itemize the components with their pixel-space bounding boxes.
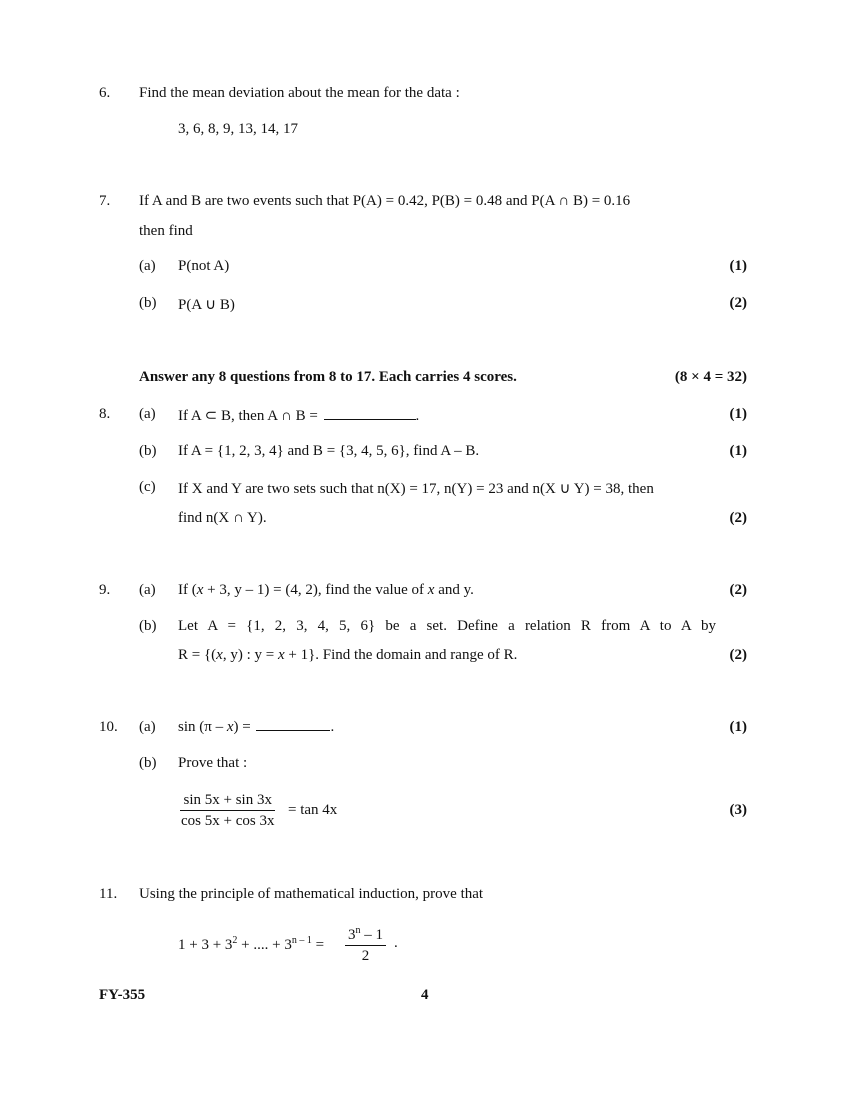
q7b-label: (b) xyxy=(139,295,157,311)
q8a-question: If A ⊂ B, then A ∩ B = xyxy=(178,408,318,424)
q11-lhs-a: 1 + 3 + 3 xyxy=(178,937,233,953)
q10a-end: . xyxy=(330,719,335,735)
q10b-denominator: cos 5x + cos 3x xyxy=(181,813,275,829)
q10a-var-x: x xyxy=(226,719,234,735)
q9b-line1: Let A = {1, 2, 3, 4, 5, 6} be a set. Define a relation R from A to A by xyxy=(178,618,716,634)
q11-lhs-b: + .... + 3 xyxy=(237,937,292,953)
q10a-text xyxy=(178,719,334,736)
q8c-line1: If X and Y are two sets such that n(X) = 17, n(Y) = 23 and n(X ∪ Y) = 38, then xyxy=(178,481,654,497)
q8a-marks: (1) xyxy=(729,406,747,422)
q8a-answer-blank xyxy=(324,418,416,420)
q6-data: 3, 6, 8, 9, 13, 14, 17 xyxy=(178,121,298,137)
q11-end: . xyxy=(394,935,398,951)
q9b-marks: (2) xyxy=(729,647,747,663)
q9a-label: (a) xyxy=(139,582,156,598)
q9b-l2a: R = {( xyxy=(178,647,217,663)
q11-num-exp: n xyxy=(355,925,361,936)
q7-number: 7. xyxy=(99,193,111,209)
q10a-pre: sin (π – xyxy=(178,719,227,735)
q9a-var-x2: x xyxy=(427,582,435,598)
q8c-line2: find n(X ∩ Y). xyxy=(178,510,267,526)
q9a-text xyxy=(178,582,474,599)
q11-numerator xyxy=(345,925,386,946)
q10a-answer-blank xyxy=(256,729,330,731)
q11-denominator: 2 xyxy=(361,948,370,964)
q8a-label: (a) xyxy=(139,406,156,422)
q9b-label: (b) xyxy=(139,618,157,634)
q10b-fraction xyxy=(178,792,277,830)
q9a-marks: (2) xyxy=(729,582,747,598)
q10b-text: Prove that : xyxy=(178,755,248,771)
q11-exp2: n – 1 xyxy=(291,935,312,946)
q7b-text: P(A ∪ B) xyxy=(178,297,235,313)
q11-exp1: 2 xyxy=(232,935,238,946)
q9a-mid: + 3, y – 1) = (4, 2), find the value of xyxy=(203,582,428,598)
q10a-marks: (1) xyxy=(729,719,747,735)
q9b-line2 xyxy=(178,647,517,664)
q6-text: Find the mean deviation about the mean for the data : xyxy=(139,85,460,101)
q11-lhs xyxy=(178,935,324,954)
q7b-marks: (2) xyxy=(729,295,747,311)
q7a-text: P(not A) xyxy=(178,258,230,274)
footer-code: FY-355 xyxy=(99,987,146,1003)
footer-page-number: 4 xyxy=(421,987,429,1003)
q10b-numerator: sin 5x + sin 3x xyxy=(180,792,274,811)
q9b-var-x: x xyxy=(216,647,223,663)
q11-fraction xyxy=(345,925,386,965)
section-scores: (8 × 4 = 32) xyxy=(674,369,747,385)
q7-line2: then find xyxy=(139,223,193,239)
q11-text: Using the principle of mathematical induction, prove that xyxy=(139,886,484,902)
q11-number: 11. xyxy=(99,886,118,902)
q10a-post: ) = xyxy=(233,719,251,735)
q9-number: 9. xyxy=(99,582,111,598)
q9b-l2b: , y) : y = xyxy=(222,647,278,663)
q7-line1: If A and B are two events such that P(A) = 0.42, P(B) = 0.48 and P(A ∩ B) = 0.16 xyxy=(139,193,631,209)
q10b-label: (b) xyxy=(139,755,157,771)
q8-number: 8. xyxy=(99,406,111,422)
q9a-var-x: x xyxy=(196,582,204,598)
q8a-end: . xyxy=(415,408,420,424)
q7a-marks: (1) xyxy=(729,258,747,274)
q10b-marks: (3) xyxy=(729,802,747,818)
q9a-pre: If ( xyxy=(178,582,197,598)
q8a-text xyxy=(178,406,419,425)
q6-number: 6. xyxy=(99,85,111,101)
q10-number: 10. xyxy=(99,719,118,735)
q9a-post: and y. xyxy=(434,582,474,598)
section-instruction: Answer any 8 questions from 8 to 17. Each carries 4 scores. xyxy=(139,369,517,385)
q8b-text: If A = {1, 2, 3, 4} and B = {3, 4, 5, 6}, find A – B. xyxy=(178,443,480,459)
q7a-label: (a) xyxy=(139,258,156,274)
q10a-label: (a) xyxy=(139,719,156,735)
q11-num-rest: – 1 xyxy=(360,927,383,943)
q8c-label: (c) xyxy=(139,479,156,495)
q8b-marks: (1) xyxy=(729,443,747,459)
q10b-rhs: = tan 4x xyxy=(288,802,338,818)
q8c-marks: (2) xyxy=(729,510,747,526)
q8b-label: (b) xyxy=(139,443,157,459)
q11-num-base: 3 xyxy=(348,927,356,943)
q11-lhs-c: = xyxy=(311,937,325,953)
q9b-l2c: + 1}. Find the domain and range of R. xyxy=(284,647,518,663)
q9b-var-x2: x xyxy=(277,647,285,663)
